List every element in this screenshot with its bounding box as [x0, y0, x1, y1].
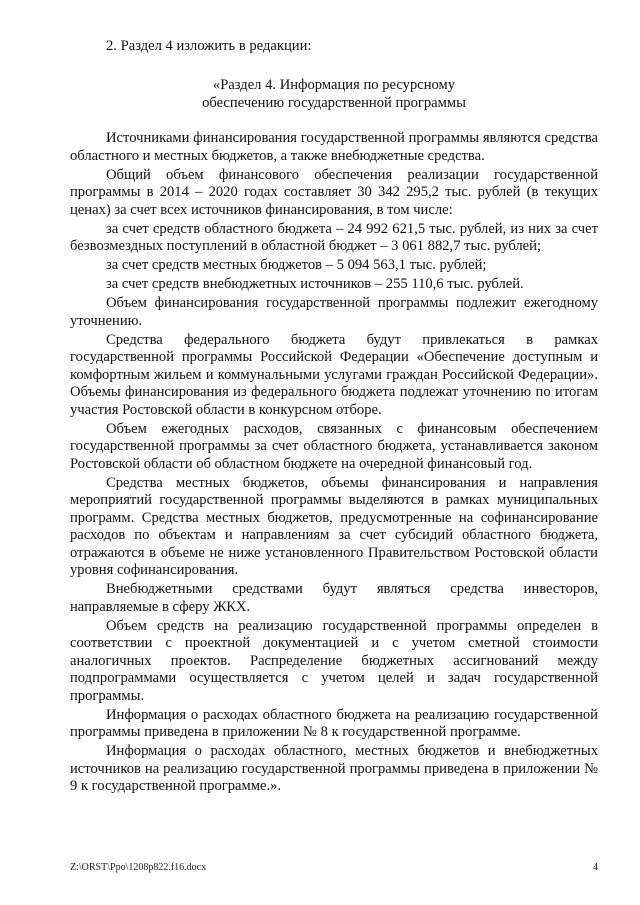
paragraph-12: Информация о расходах областного бюджета на реализацию государственной программы приведена в приложении № 8 к государственной программе. [70, 706, 598, 740]
paragraph-2: Общий объем финансового обеспечения реализации государственной программы в 2014 – 2020 годах составляет 30 342 295,2 тыс. рублей (в текущих ценах) за счет всех источников финансирования, в том числе: [70, 166, 598, 218]
paragraph-13: Информация о расходах областного, местных бюджетов и внебюджетных источников на реализацию государственной программы приведена в приложении № 9 к государственной программе.». [70, 743, 598, 794]
paragraph-3: за счет средств областного бюджета – 24 992 621,5 тыс. рублей, из них за счет безвозмездных поступлений в областной бюджет – 3 061 882,7 тыс. рублей; [70, 220, 598, 254]
amendment-lead: 2. Раздел 4 изложить в редакции: [106, 38, 312, 54]
paragraph-7: Средства федерального бюджета будут привлекаться в рамках государственной программы Российской Федерации «Обеспечение доступным и комфортным жильем и коммунальными услугами граждан Российской Федерации». Объемы финансирования из федерального бюджета подлежат уточнению по итогам участия Ростовской области в конкурсном отборе. [70, 331, 598, 418]
paragraph-10: Внебюджетными средствами будут являться средства инвесторов, направляемые в сферу ЖКХ. [70, 581, 598, 615]
section-heading-line-1: «Раздел 4. Информация по ресурсному [212, 77, 456, 93]
paragraph-8: Объем ежегодных расходов, связанных с финансовым обеспечением государственной программы за счет областного бюджета, устанавливается законом Ростовской области об областном бюджете на очередной финансовый год. [70, 420, 598, 472]
section-body [70, 130, 598, 797]
paragraph-4: за счет средств местных бюджетов – 5 094 563,1 тыс. рублей; [106, 257, 487, 273]
paragraph-6: Объем финансирования государственной программы подлежит ежегодному уточнению. [70, 295, 598, 329]
paragraph-1: Источниками финансирования государственной программы являются средства областного и местных бюджетов, а также внебюджетные средства. [70, 130, 598, 164]
paragraph-11: Объем средств на реализацию государственной программы определен в соответствии с проектной документацией и с учетом сметной стоимости аналогичных проектов. Распределение бюджетных ассигнований между подпрограммами осуществляется с учетом целей и задач государственной программы. [70, 617, 598, 704]
footer-file-path: Z:\ORST\Ppo\1208p822.f16.docx [70, 862, 207, 873]
section-heading [70, 76, 598, 112]
section-heading-line-2: обеспечению государственной программы [202, 95, 466, 111]
paragraph-5: за счет средств внебюджетных источников – 255 110,6 тыс. рублей. [106, 276, 524, 292]
paragraph-9: Средства местных бюджетов, объемы финансирования и направления мероприятий государственной программы выделяются в рамках муниципальных программ. Средства местных бюджетов, предусмотренные на софинансирование расходов по объектам и направлениям за счет субсидий областного бюджета, отражаются в объеме не ниже установленного Правительством Ростовской области уровня софинансирования. [70, 474, 598, 578]
footer-page-number: 4 [593, 862, 598, 873]
